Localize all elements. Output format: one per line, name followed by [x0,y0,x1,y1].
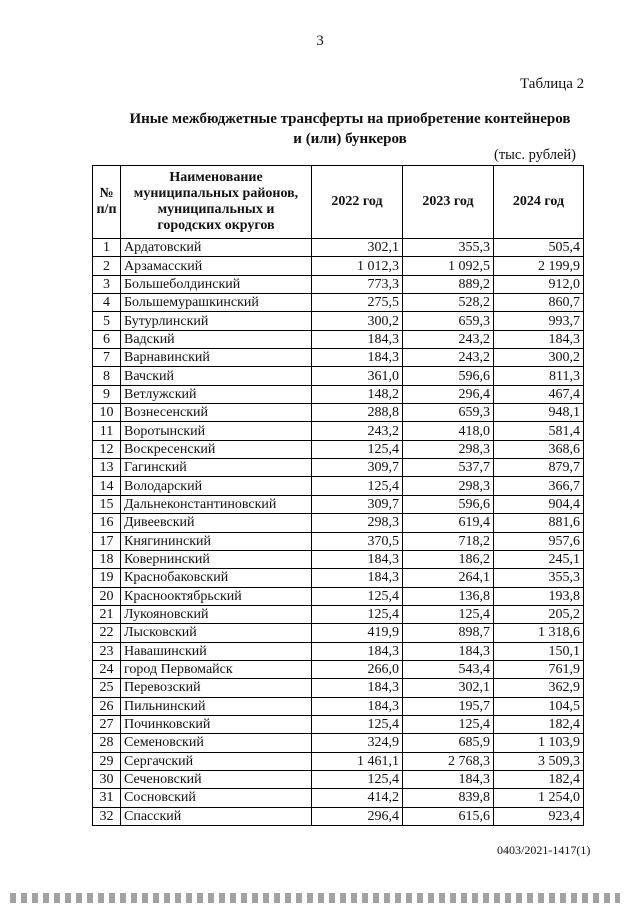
table-label: Таблица 2 [520,76,585,92]
table-row [93,807,584,825]
value-2022-cell: 125,4 [312,440,403,458]
table-row [93,495,584,513]
value-2022-cell: 125,4 [312,715,403,733]
district-name-cell: Краснооктябрьский [121,587,312,605]
district-name-cell: Вознесенский [121,404,312,422]
district-name-cell: Большемурашкинский [121,294,312,312]
value-2024-cell: 957,6 [494,532,584,550]
district-name-cell: Дивеевский [121,514,312,532]
table-row [93,440,584,458]
district-name-cell: Перевозский [121,679,312,697]
value-2024-cell: 1 254,0 [494,789,584,807]
row-number-cell: 7 [93,349,121,367]
table-row [93,715,584,733]
table-row [93,605,584,623]
value-2024-cell: 182,4 [494,770,584,788]
value-2022-cell: 773,3 [312,275,403,293]
footer-band [10,893,620,903]
value-2024-cell: 245,1 [494,550,584,568]
header-2022: 2022 год [312,166,403,239]
value-2024-cell: 993,7 [494,312,584,330]
value-2024-cell: 300,2 [494,349,584,367]
table-row [93,550,584,568]
table-row [93,734,584,752]
page-number: 3 [316,33,324,49]
district-name-cell: Лукояновский [121,605,312,623]
value-2022-cell: 419,9 [312,624,403,642]
district-name-cell: Спасский [121,807,312,825]
value-2024-cell: 355,3 [494,569,584,587]
table-row [93,660,584,678]
table-row [93,642,584,660]
value-2022-cell: 309,7 [312,459,403,477]
value-2024-cell: 904,4 [494,495,584,513]
row-number-cell: 27 [93,715,121,733]
table-header-row [93,166,584,239]
district-name-cell: Бутурлинский [121,312,312,330]
header-name: Наименование муниципальных районов, муниципальных и городских округов [121,166,312,239]
row-number-cell: 8 [93,367,121,385]
value-2024-cell: 182,4 [494,715,584,733]
value-2024-cell: 881,6 [494,514,584,532]
district-name-cell: Вадский [121,330,312,348]
value-2023-cell: 898,7 [403,624,494,642]
units-label: (тыс. рублей) [494,147,576,163]
table-row [93,789,584,807]
value-2023-cell: 1 092,5 [403,257,494,275]
district-name-cell: Гагинский [121,459,312,477]
row-number-cell: 5 [93,312,121,330]
district-name-cell: Вачский [121,367,312,385]
table-row [93,532,584,550]
value-2022-cell: 184,3 [312,349,403,367]
district-name-cell: Воротынский [121,422,312,440]
district-name-cell: Семеновский [121,734,312,752]
value-2023-cell: 184,3 [403,642,494,660]
value-2022-cell: 184,3 [312,550,403,568]
value-2023-cell: 298,3 [403,440,494,458]
value-2024-cell: 193,8 [494,587,584,605]
value-2024-cell: 3 509,3 [494,752,584,770]
row-number-cell: 12 [93,440,121,458]
table-row [93,239,584,257]
value-2023-cell: 659,3 [403,312,494,330]
table-row [93,349,584,367]
table-row [93,385,584,403]
value-2023-cell: 243,2 [403,349,494,367]
value-2024-cell: 184,3 [494,330,584,348]
value-2022-cell: 184,3 [312,679,403,697]
value-2022-cell: 300,2 [312,312,403,330]
header-2023: 2023 год [403,166,494,239]
row-number-cell: 16 [93,514,121,532]
district-name-cell: Ветлужский [121,385,312,403]
row-number-cell: 29 [93,752,121,770]
value-2023-cell: 615,6 [403,807,494,825]
value-2023-cell: 184,3 [403,770,494,788]
value-2023-cell: 195,7 [403,697,494,715]
row-number-cell: 11 [93,422,121,440]
table-row [93,312,584,330]
table-row [93,404,584,422]
value-2023-cell: 2 768,3 [403,752,494,770]
district-name-cell: Арзамасский [121,257,312,275]
value-2022-cell: 266,0 [312,660,403,678]
district-name-cell: Пильнинский [121,697,312,715]
value-2022-cell: 361,0 [312,367,403,385]
table-row [93,257,584,275]
value-2022-cell: 125,4 [312,477,403,495]
table-row [93,569,584,587]
value-2022-cell: 296,4 [312,807,403,825]
row-number-cell: 6 [93,330,121,348]
row-number-cell: 9 [93,385,121,403]
table-row [93,477,584,495]
value-2024-cell: 581,4 [494,422,584,440]
value-2022-cell: 184,3 [312,569,403,587]
row-number-cell: 2 [93,257,121,275]
value-2023-cell: 302,1 [403,679,494,697]
row-number-cell: 19 [93,569,121,587]
value-2024-cell: 1 103,9 [494,734,584,752]
value-2022-cell: 125,4 [312,770,403,788]
value-2023-cell: 136,8 [403,587,494,605]
header-num: № п/п [93,166,121,239]
value-2023-cell: 718,2 [403,532,494,550]
value-2024-cell: 366,7 [494,477,584,495]
value-2022-cell: 275,5 [312,294,403,312]
district-name-cell: Варнавинский [121,349,312,367]
value-2023-cell: 186,2 [403,550,494,568]
table-row [93,697,584,715]
district-name-cell: Большеболдинский [121,275,312,293]
row-number-cell: 31 [93,789,121,807]
value-2022-cell: 298,3 [312,514,403,532]
row-number-cell: 15 [93,495,121,513]
table-row [93,514,584,532]
district-name-cell: Лысковский [121,624,312,642]
row-number-cell: 1 [93,239,121,257]
value-2024-cell: 1 318,6 [494,624,584,642]
value-2024-cell: 879,7 [494,459,584,477]
value-2022-cell: 302,1 [312,239,403,257]
value-2022-cell: 309,7 [312,495,403,513]
value-2023-cell: 528,2 [403,294,494,312]
row-number-cell: 28 [93,734,121,752]
district-name-cell: Володарский [121,477,312,495]
document-code: 0403/2021-1417(1) [497,843,591,857]
row-number-cell: 18 [93,550,121,568]
table-row [93,294,584,312]
value-2022-cell: 414,2 [312,789,403,807]
value-2023-cell: 537,7 [403,459,494,477]
district-name-cell: Сосновский [121,789,312,807]
value-2023-cell: 243,2 [403,330,494,348]
district-name-cell: Княгининский [121,532,312,550]
value-2024-cell: 104,5 [494,697,584,715]
value-2023-cell: 125,4 [403,605,494,623]
value-2022-cell: 184,3 [312,642,403,660]
value-2024-cell: 467,4 [494,385,584,403]
row-number-cell: 3 [93,275,121,293]
row-number-cell: 26 [93,697,121,715]
value-2024-cell: 2 199,9 [494,257,584,275]
header-2024: 2024 год [494,166,584,239]
row-number-cell: 22 [93,624,121,642]
district-name-cell: Ардатовский [121,239,312,257]
row-number-cell: 23 [93,642,121,660]
table-row [93,275,584,293]
value-2024-cell: 368,6 [494,440,584,458]
row-number-cell: 25 [93,679,121,697]
value-2023-cell: 596,6 [403,495,494,513]
value-2024-cell: 948,1 [494,404,584,422]
table-row [93,770,584,788]
value-2023-cell: 296,4 [403,385,494,403]
value-2024-cell: 505,4 [494,239,584,257]
district-name-cell: Ковернинский [121,550,312,568]
transfers-table [92,165,584,826]
value-2022-cell: 148,2 [312,385,403,403]
value-2023-cell: 543,4 [403,660,494,678]
district-name-cell: Краснобаковский [121,569,312,587]
row-number-cell: 21 [93,605,121,623]
value-2022-cell: 324,9 [312,734,403,752]
value-2024-cell: 860,7 [494,294,584,312]
row-number-cell: 30 [93,770,121,788]
value-2024-cell: 761,9 [494,660,584,678]
value-2022-cell: 1 012,3 [312,257,403,275]
row-number-cell: 14 [93,477,121,495]
table-row [93,367,584,385]
value-2022-cell: 370,5 [312,532,403,550]
table-body [93,239,584,826]
value-2024-cell: 205,2 [494,605,584,623]
table-row [93,752,584,770]
value-2023-cell: 619,4 [403,514,494,532]
value-2023-cell: 355,3 [403,239,494,257]
value-2023-cell: 125,4 [403,715,494,733]
row-number-cell: 32 [93,807,121,825]
district-name-cell: Сеченовский [121,770,312,788]
value-2023-cell: 298,3 [403,477,494,495]
value-2022-cell: 184,3 [312,330,403,348]
district-name-cell: Воскресенский [121,440,312,458]
row-number-cell: 10 [93,404,121,422]
value-2022-cell: 243,2 [312,422,403,440]
value-2022-cell: 125,4 [312,587,403,605]
value-2024-cell: 912,0 [494,275,584,293]
value-2023-cell: 659,3 [403,404,494,422]
table-title [60,109,640,149]
district-name-cell: город Первомайск [121,660,312,678]
district-name-cell: Навашинский [121,642,312,660]
row-number-cell: 24 [93,660,121,678]
table-row [93,330,584,348]
value-2024-cell: 150,1 [494,642,584,660]
value-2024-cell: 923,4 [494,807,584,825]
district-name-cell: Починковский [121,715,312,733]
row-number-cell: 17 [93,532,121,550]
table-title-line1: Иные межбюджетные трансферты на приобретение контейнеров [129,111,571,127]
value-2023-cell: 889,2 [403,275,494,293]
value-2023-cell: 264,1 [403,569,494,587]
table-row [93,587,584,605]
row-number-cell: 4 [93,294,121,312]
value-2022-cell: 1 461,1 [312,752,403,770]
district-name-cell: Дальнеконстантиновский [121,495,312,513]
value-2024-cell: 362,9 [494,679,584,697]
value-2023-cell: 418,0 [403,422,494,440]
district-name-cell: Сергачский [121,752,312,770]
table-row [93,422,584,440]
value-2023-cell: 839,8 [403,789,494,807]
table-row [93,459,584,477]
table-row [93,624,584,642]
row-number-cell: 20 [93,587,121,605]
value-2022-cell: 288,8 [312,404,403,422]
table-row [93,679,584,697]
value-2024-cell: 811,3 [494,367,584,385]
value-2023-cell: 596,6 [403,367,494,385]
value-2022-cell: 125,4 [312,605,403,623]
table-title-line2: и (или) бункеров [293,131,407,147]
value-2022-cell: 184,3 [312,697,403,715]
value-2023-cell: 685,9 [403,734,494,752]
row-number-cell: 13 [93,459,121,477]
